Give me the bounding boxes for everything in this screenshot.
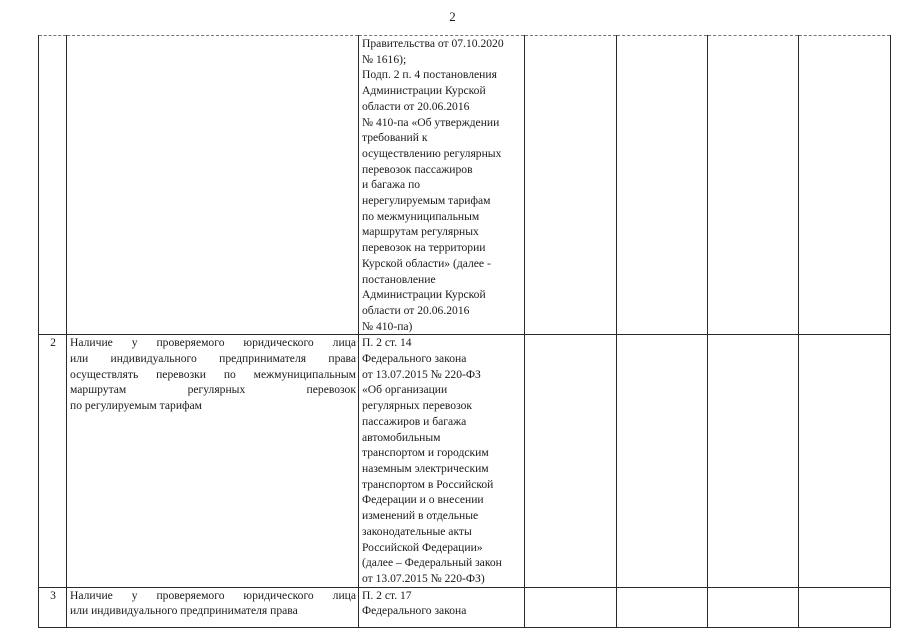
answer-yes-cell — [525, 335, 617, 587]
table-row — [39, 335, 891, 587]
text-line: пассажиров и багажа — [362, 414, 467, 428]
text-line: осуществлять перевозки по межмуниципальным — [70, 367, 356, 381]
text-line: нерегулируемым тарифам — [362, 194, 491, 208]
row-number: 2 — [39, 335, 67, 587]
checklist-table — [38, 35, 891, 628]
answer-no-cell — [617, 36, 708, 335]
legal-basis-cell — [359, 587, 525, 627]
text-line: по межмуниципальным — [362, 209, 480, 223]
text-line: области от 20.06.2016 — [362, 99, 470, 113]
text-line: Федерального закона — [362, 604, 467, 618]
note-cell — [799, 335, 891, 587]
text-line: от 13.07.2015 № 220-ФЗ) — [362, 571, 485, 585]
answer-no-cell — [617, 335, 708, 587]
text-line: Курской области» (далее - — [362, 256, 491, 270]
answer-yes-cell — [525, 587, 617, 627]
table-row — [39, 587, 891, 627]
legal-basis-cell — [359, 36, 525, 335]
text-line: № 410-па) — [362, 319, 413, 333]
text-line: требований к — [362, 131, 428, 145]
text-line: транспортом и городским — [362, 446, 489, 460]
text-line: «Об организации — [362, 383, 448, 397]
text-line: и багажа по — [362, 178, 421, 192]
text-line: Российской Федерации» — [362, 540, 483, 554]
requirement-cell — [67, 36, 359, 335]
text-line: постановление — [362, 272, 436, 286]
text-line: законодательные акты — [362, 524, 472, 538]
text-line: или индивидуального предпринимателя права — [70, 604, 298, 618]
text-line: транспортом в Российской — [362, 477, 494, 491]
text-line: № 410-па «Об утверждении — [362, 115, 500, 129]
page-number: 2 — [449, 9, 456, 24]
text-line: или индивидуального предпринимателя права — [70, 352, 356, 366]
table-row — [39, 36, 891, 335]
text-line: регулярных перевозок — [362, 399, 473, 413]
text-line: Федерального закона — [362, 352, 467, 366]
legal-basis-cell — [359, 335, 525, 587]
requirement-cell — [67, 587, 359, 627]
text-line: осуществлению регулярных — [362, 146, 502, 160]
text-line: № 1616); — [362, 52, 407, 66]
text-line: Администрации Курской — [362, 288, 486, 302]
text-line: Наличие у проверяемого юридического лица — [70, 336, 356, 350]
text-line: маршрутам регулярных — [362, 225, 479, 239]
row-number: 3 — [39, 587, 67, 627]
text-line: Правительства от 07.10.2020 — [362, 37, 504, 50]
answer-na-cell — [708, 587, 799, 627]
text-line: Федерации и о внесении — [362, 493, 484, 507]
note-cell — [799, 36, 891, 335]
text-line: П. 2 ст. 14 — [362, 336, 412, 350]
text-line: изменений в отдельные — [362, 509, 479, 523]
note-cell — [799, 587, 891, 627]
answer-na-cell — [708, 335, 799, 587]
answer-yes-cell — [525, 36, 617, 335]
text-line: от 13.07.2015 № 220-ФЗ — [362, 367, 481, 381]
answer-no-cell — [617, 587, 708, 627]
text-line: области от 20.06.2016 — [362, 303, 470, 317]
text-line: перевозок пассажиров — [362, 162, 473, 176]
text-line: Администрации Курской — [362, 84, 486, 98]
text-line: наземным электрическим — [362, 461, 489, 475]
text-line: П. 2 ст. 17 — [362, 588, 412, 602]
text-line: перевозок на территории — [362, 241, 486, 255]
text-line: Подп. 2 п. 4 постановления — [362, 68, 497, 82]
text-line: (далее – Федеральный закон — [362, 556, 502, 570]
text-line: маршрутам регулярных перевозок — [70, 383, 356, 397]
text-line: Наличие у проверяемого юридического лица — [70, 588, 356, 602]
answer-na-cell — [708, 36, 799, 335]
requirement-cell — [67, 335, 359, 587]
row-number — [39, 36, 67, 335]
text-line: автомобильным — [362, 430, 441, 444]
text-line: по регулируемым тарифам — [70, 399, 203, 413]
